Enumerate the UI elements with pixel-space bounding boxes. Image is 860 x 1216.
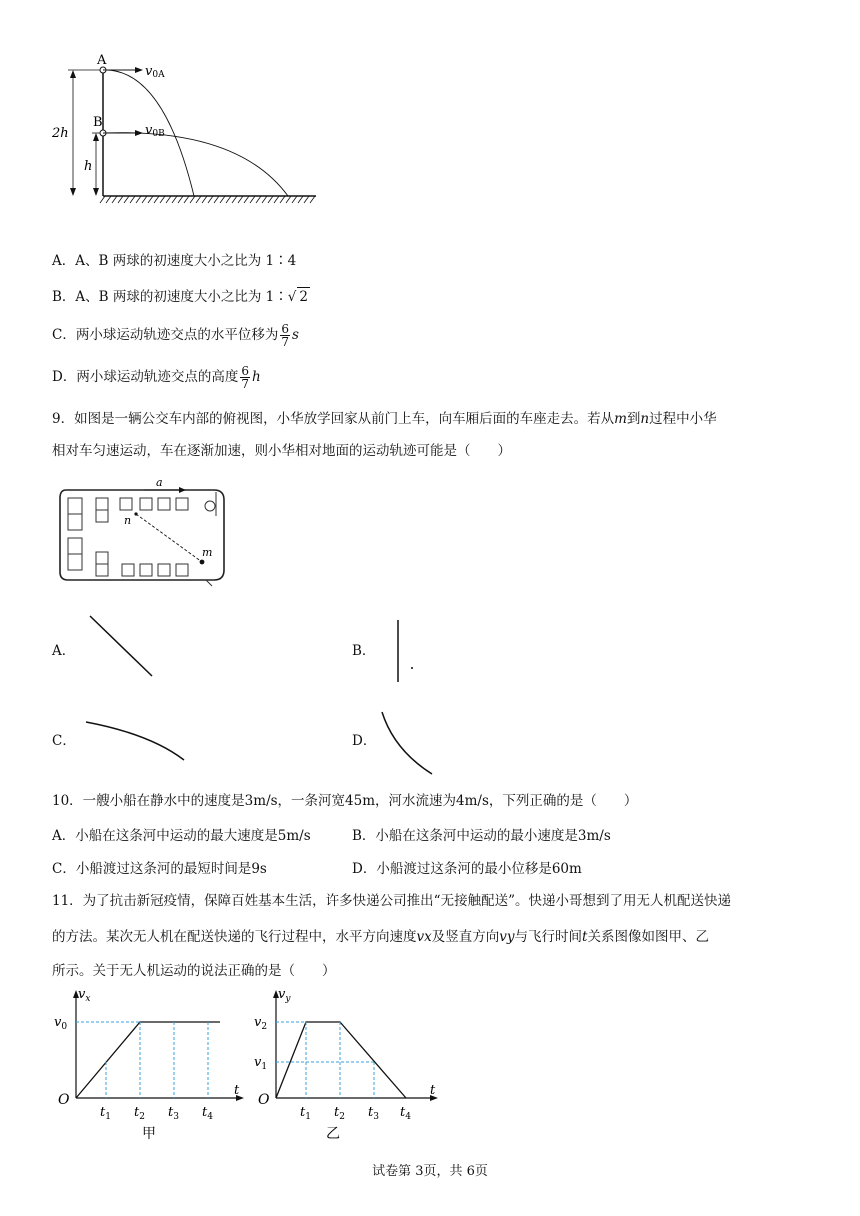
- label-b: B: [93, 115, 103, 130]
- q10-option-d: D．小船渡过这条河的最小位移是60m: [352, 861, 582, 877]
- svg-text:t: t: [430, 1083, 436, 1098]
- svg-text:t3: $t_3$: [368, 1105, 379, 1122]
- label-h: h: [84, 159, 93, 174]
- q8-option-d: D．两小球运动轨迹交点的高度 $\frac{6}{7}$ h: [52, 364, 261, 391]
- graph-jia: [50, 986, 250, 1146]
- svg-text:t1: $t_1$: [300, 1105, 311, 1122]
- svg-text:t4: $t_4$: [202, 1105, 213, 1122]
- svg-text:甲: 甲: [142, 1126, 156, 1142]
- q9-curve-b: [386, 614, 426, 690]
- label-a: A: [97, 53, 107, 68]
- page-footer: 试卷第 3页，共 6页: [372, 1164, 488, 1179]
- svg-text:m: m: [202, 546, 213, 559]
- q10-option-a: A．小船在这条河中运动的最大速度是5m/s: [52, 828, 311, 844]
- svg-text:v0: $v_0$: [54, 1015, 68, 1032]
- q9-curve-c: [80, 714, 190, 770]
- q8-option-b: B．A、B 两球的初速度大小之比为 1∶√ 2: [52, 289, 308, 305]
- svg-text:vy: $v_y$: [278, 987, 291, 1004]
- svg-text:v0B: v0B: [145, 123, 165, 139]
- q9-stem-line2: 相对车匀速运动，车在逐渐加速，则小华相对地面的运动轨迹可能是（ ）: [52, 443, 511, 459]
- q9-option-a: A．: [52, 643, 76, 659]
- q9-curve-d: [376, 706, 440, 778]
- svg-text:t4: $t_4$: [400, 1105, 411, 1122]
- svg-text:t: t: [234, 1083, 240, 1098]
- q9-option-b: B．: [352, 643, 376, 659]
- svg-text:v1: $v_1$: [254, 1055, 268, 1072]
- q10-stem: 10．一艘小船在静水中的速度是3m/s，一条河宽45m，河水流速为4m/s，下列正确的是（ ）: [52, 793, 638, 809]
- svg-text:v0A: v0A: [145, 64, 165, 80]
- q8-option-a: A．A、B 两球的初速度大小之比为 1∶4: [52, 253, 297, 269]
- q8-option-c: C．两小球运动轨迹交点的水平位移为 $\frac{6}{7}$ s: [52, 322, 299, 349]
- label-2h: 2h: [52, 126, 69, 141]
- bus-diagram: [56, 476, 232, 588]
- svg-text:v2: $v_2$: [254, 1015, 268, 1032]
- q11-stem-line1: 11．为了抗击新冠疫情，保障百姓基本生活，许多快递公司推出“无接触配送”。快递小哥想到了用无人机配送快递: [52, 893, 731, 909]
- svg-text:乙: 乙: [326, 1126, 340, 1142]
- svg-text:vx: $v_x$: [78, 987, 91, 1004]
- q9-stem-line1: 9．如图是一辆公交车内部的俯视图，小华放学回家从前门上车，向车厢后面的车座走去。若从m到n过程中小华: [52, 411, 717, 427]
- q11-stem-line2: 的方法。某次无人机在配送快递的飞行过程中，水平方向速度vx及竖直方向vy与飞行时间t关系图像如图甲、乙: [52, 929, 709, 945]
- q10-option-c: C．小船渡过这条河的最短时间是9s: [52, 861, 267, 877]
- q9-curve-a: [80, 608, 160, 684]
- svg-text:n: n: [124, 514, 132, 527]
- q11-stem-line3: 所示。关于无人机运动的说法正确的是（ ）: [52, 963, 336, 979]
- graph-yi: [250, 986, 450, 1146]
- svg-text:t1: $t_1$: [100, 1105, 111, 1122]
- svg-text:t2: $t_2$: [334, 1105, 345, 1122]
- svg-text:t2: $t_2$: [134, 1105, 145, 1122]
- projectile-diagram: [48, 50, 328, 210]
- q9-option-d: D．: [352, 733, 377, 749]
- svg-text:t3: $t_3$: [168, 1105, 179, 1122]
- q10-option-b: B．小船在这条河中运动的最小速度是3m/s: [352, 828, 611, 844]
- q9-option-c: C．: [52, 733, 76, 749]
- svg-text:a: a: [156, 476, 163, 489]
- svg-text:O: O: [258, 1092, 270, 1108]
- svg-text:O: O: [58, 1092, 70, 1108]
